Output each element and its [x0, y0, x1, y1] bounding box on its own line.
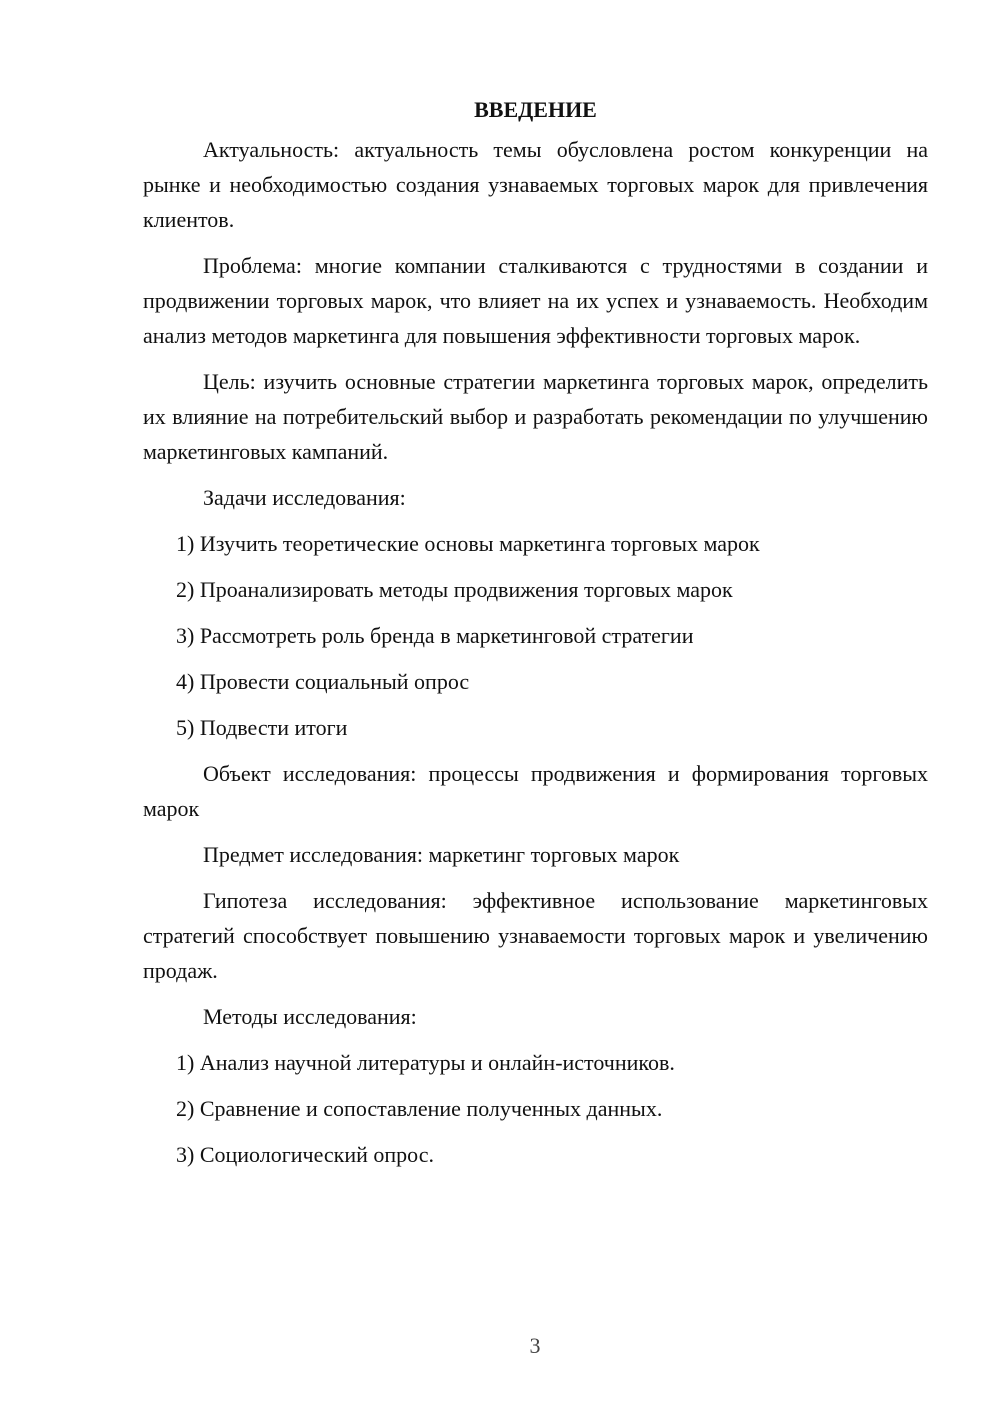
tasks-heading: Задачи исследования:	[203, 485, 406, 510]
subject-paragraph: Предмет исследования: маркетинг торговых марок	[203, 842, 680, 867]
methods-heading: Методы исследования:	[203, 1004, 417, 1029]
section-title: ВВЕДЕНИЕ	[474, 97, 597, 122]
list-item: 1) Анализ научной литературы и онлайн-источников.	[176, 1050, 675, 1075]
object-paragraph: Объект исследования: процессы продвижения и формирования торговых марок	[143, 761, 928, 821]
list-item: 1) Изучить теоретические основы маркетинга торговых марок	[176, 531, 760, 556]
list-item: 5) Подвести итоги	[176, 715, 348, 740]
methods-list	[143, 1045, 928, 1172]
list-item: 2) Проанализировать методы продвижения торговых марок	[176, 577, 733, 602]
relevance-paragraph: Актуальность: актуальность темы обусловлена ростом конкуренции на рынке и необходимостью создания узнаваемых торговых марок для привлечения клиентов.	[143, 137, 928, 232]
list-item: 3) Социологический опрос.	[176, 1142, 434, 1167]
document-page	[143, 92, 928, 1183]
goal-paragraph: Цель: изучить основные стратегии маркетинга торговых марок, определить их влияние на потребительский выбор и разработать рекомендации по улучшению маркетинговых кампаний.	[143, 369, 928, 464]
list-item: 3) Рассмотреть роль бренда в маркетинговой стратегии	[176, 623, 694, 648]
hypothesis-paragraph: Гипотеза исследования: эффективное использование маркетинговых стратегий способствует повышению узнаваемости торговых марок и увеличению продаж.	[143, 888, 928, 983]
problem-paragraph: Проблема: многие компании сталкиваются с трудностями в создании и продвижении торговых марок, что влияет на их успех и узнаваемость. Необходим анализ методов маркетинга для повышения эффективности торговых марок.	[143, 253, 928, 348]
tasks-list	[143, 526, 928, 745]
list-item: 4) Провести социальный опрос	[176, 669, 470, 694]
page-number: 3	[529, 1333, 541, 1358]
list-item: 2) Сравнение и сопоставление полученных данных.	[176, 1096, 663, 1121]
